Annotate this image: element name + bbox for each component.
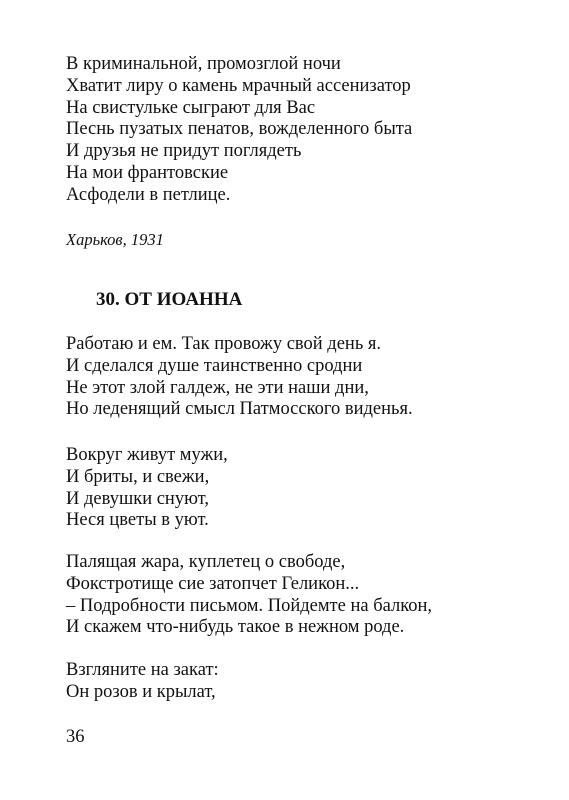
poem-line: Асфодели в петлице. bbox=[66, 184, 231, 205]
poem-line: В криминальной, промозглой ночи bbox=[66, 54, 341, 74]
poem-line: Но леденящий смысл Патмосского виденья. bbox=[66, 399, 413, 420]
poem-line: На мои франтовские bbox=[66, 162, 229, 183]
previous-poem-ending bbox=[66, 54, 526, 207]
poem-line: Он розов и крылат, bbox=[66, 681, 216, 702]
poem-line: И девушки снуют, bbox=[66, 488, 209, 509]
poem-line: Хватит лиру о камень мрачный ассенизатор bbox=[66, 75, 411, 96]
poem-line: Вокруг живут мужи, bbox=[66, 445, 228, 465]
poem-line: И друзья не придут поглядеть bbox=[66, 141, 302, 162]
poem-line: И сделался душе таинственно сродни bbox=[66, 355, 363, 376]
stanza bbox=[66, 552, 526, 639]
poem-line: Неся цветы в уют. bbox=[66, 510, 209, 531]
stanza bbox=[66, 445, 526, 532]
stanza bbox=[66, 660, 526, 704]
poem-line: И бриты, и свежи, bbox=[66, 466, 210, 487]
page-number: 36 bbox=[66, 727, 85, 747]
poem-line: Песнь пузатых пенатов, вожделенного быта bbox=[66, 119, 413, 140]
poem-line: На свистульке сыграют для Вас bbox=[66, 97, 316, 118]
poem-line: Фокстротище сие затопчет Геликон... bbox=[66, 573, 360, 594]
poem-line: Работаю и ем. Так провожу свой день я. bbox=[66, 334, 382, 354]
poem-line: Палящая жара, куплетец о свободе, bbox=[66, 552, 346, 572]
poem-line: Взгляните на закат: bbox=[66, 660, 219, 680]
poem-line: И скажем что-нибудь такое в нежном роде. bbox=[66, 617, 405, 638]
poem-title: 30. ОТ ИОАННА bbox=[96, 289, 243, 310]
poem-line: Не этот злой галдеж, не эти наши дни, bbox=[66, 377, 369, 398]
stanza bbox=[66, 334, 526, 421]
place-date-signature: Харьков, 1931 bbox=[66, 230, 164, 249]
poem-line: – Подробности письмом. Пойдемте на балкон, bbox=[66, 595, 433, 616]
